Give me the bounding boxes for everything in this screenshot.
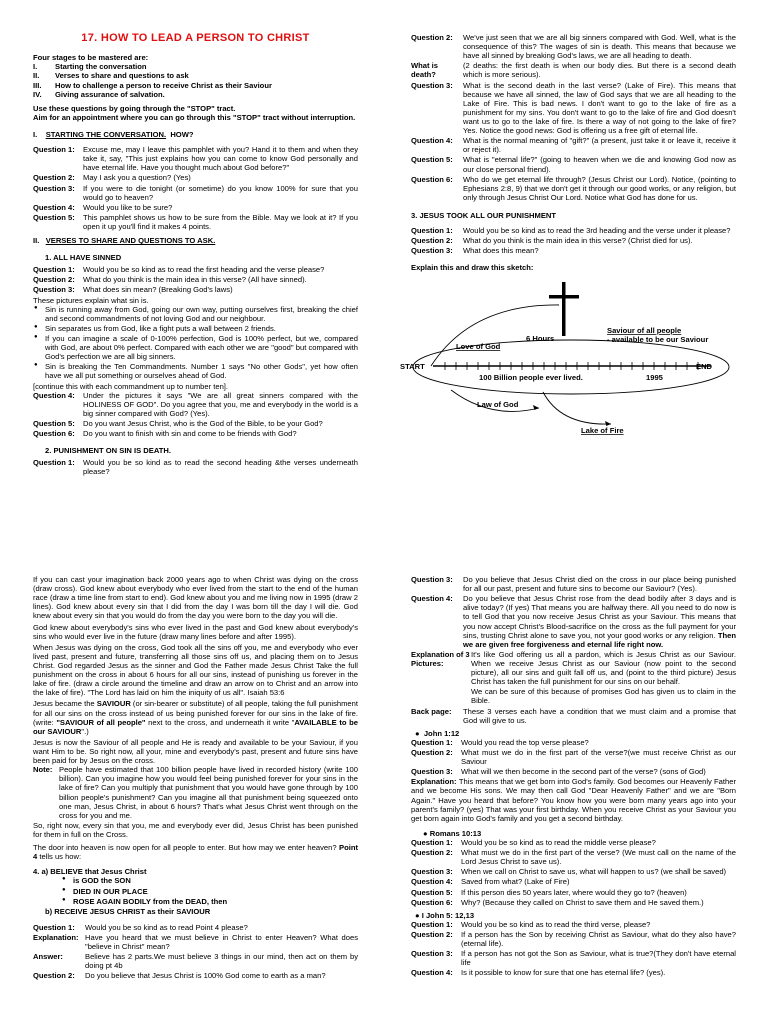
question-label: Question 5: (33, 419, 75, 429)
top-left-column (33, 30, 358, 550)
question-row (33, 419, 358, 428)
stage-number: II. (33, 71, 40, 81)
question-label: Question 3: (411, 80, 453, 90)
bottom-left-questions (33, 923, 358, 981)
stage-item (33, 62, 358, 71)
intro-note-1: Use these questions by going through the "STOP" tract. (33, 103, 236, 113)
question-text: When we call on Christ to save us, what will happen to us? (we shall be saved) (461, 867, 727, 877)
saviour-label-line1: Saviour of all people (607, 325, 682, 335)
law-of-god-label: Law of God (477, 399, 519, 409)
question-label: Question 2: (411, 747, 453, 757)
right-now-paragraph: So, right now, every sin that you, me and everybody ever did, Jesus Christ has been punished for them in full on the Cross. (33, 820, 358, 839)
question-label: Question 4: (411, 594, 453, 604)
question-text: Would you be so kind as to read the middle verse please? (461, 837, 656, 847)
section-1-questions (33, 145, 358, 231)
note-text: People have estimated that 100 billion people have lived in recorded history (write 100 billion). Can you imagine how you would feel being punished forever for your sins in the lake of fire? Can you multiply that punishment that you would have gone through by 100 billion people's punishment? Can you imagine all that punishment being squeezed onto one man, Jesus Christ, in about 6 hours? That's what Jesus Christ went through on the cross for you and me. (59, 765, 358, 820)
question-row (33, 203, 358, 212)
saviour-p-post: ".) (81, 726, 89, 736)
question-label: Question 3: (411, 949, 453, 959)
page-title: 17. HOW TO LEAD A PERSON TO CHRIST (81, 32, 310, 44)
question-row (33, 184, 358, 202)
stage-item (33, 71, 358, 80)
question-row (411, 949, 736, 967)
question-label: Answer: (33, 952, 63, 962)
section-1-number: I. (33, 129, 38, 139)
question-label: Question 1: (411, 737, 453, 747)
lake-of-fire-arrow (543, 392, 611, 424)
question-text: Would you be so kind as to read the first heading and the verse please? (83, 265, 325, 275)
question-row (411, 136, 736, 154)
question-label: Question 6: (411, 174, 453, 184)
intro-note-2: Aim for an appointment where you can go through this "STOP" tract without interruption. (33, 112, 356, 122)
question-row (411, 930, 736, 948)
note-row (33, 765, 358, 820)
door-pre: The door into heaven is now open for all people to enter. But how may we enter heaven? (33, 843, 340, 853)
john-heading-text: John 1:12 (423, 728, 460, 738)
question-row (411, 867, 736, 876)
question-label: Question 3: (33, 183, 75, 193)
question-text-wrap (463, 594, 736, 649)
question-text: If a person has not got the Son as Saviour, what is true?(They don't have eternal life (461, 949, 736, 968)
stage-text: Starting the conversation (55, 62, 147, 72)
cross-horizontal (549, 295, 579, 299)
question-text-wrap (463, 575, 736, 593)
question-row (411, 968, 736, 977)
ijohn-questions (411, 920, 736, 978)
body-paragraph: God knew about everybody's sins who ever lived in the past and God knew about everybody's sins who would ever live in the future (draw many lines before and after 1995). (33, 622, 358, 641)
john-explanation-label: Explanation: (411, 777, 457, 787)
question-row (411, 877, 736, 886)
question-text: What do you think is the main idea in this verse? (All have sinned). (83, 275, 307, 285)
question-text: Would you be so kind as to read the 3rd heading and the verse under it please? (463, 226, 731, 236)
question-label: Question 2: (411, 929, 453, 939)
question-text: May I ask you a question? (Yes) (83, 173, 191, 183)
question-text: Under the pictures it says "We are all great sinners compared with the HOLINESS OF GOD". Do you agree that you, me and everybody in the world is a big sinner compared with God? (Yes). (83, 390, 358, 418)
question-row (411, 920, 736, 929)
point-4-item: ● is GOD the SON (61, 876, 358, 885)
sin-bullet-item: ● If you can imagine a scale of 0-100% perfection, God is 100% perfect, but we, compared with God, are about 0% perfect. Compared with each other we are "good" but compared with God's perfection we are all big sinners. (33, 334, 358, 361)
question-label: Question 1: (33, 458, 75, 468)
bullet-icon: ● (415, 728, 420, 738)
stage-number: III. (33, 80, 42, 90)
question-text: What does sin mean? (Breaking God's laws) (83, 285, 233, 295)
stage-item (33, 81, 358, 90)
question-label: Back page: (411, 706, 452, 716)
question-label: Question 1: (33, 265, 75, 275)
saviour-paragraph (33, 699, 358, 735)
question-text: Do you believe that Jesus Christ rose from the dead bodily after 3 days and is alive today? (If yes) That means you are halfway there. All you need to do now is to tell God that you now receive Jesus Christ as your Saviour. This means that you now accept Christ's Blood-sacrifice on the cross as the full payment for your sins, trusting Christ alone to save you, not your good works or any religion. (463, 594, 736, 640)
bottom-right-questions (411, 575, 736, 725)
question-text-wrap (471, 650, 736, 706)
question-row (411, 575, 736, 593)
question-row (33, 275, 358, 284)
question-row (411, 748, 736, 766)
question-text: These 3 verses each have a condition that we must claim and a promise that God will give to us. (463, 706, 736, 725)
question-label: Question 4: (411, 877, 453, 887)
ijohn-heading (415, 911, 736, 920)
question-row (411, 236, 736, 245)
question-text: What is the second death in the last verse? (Lake of Fire). This means that because we have all sinned, the law of God says that we are all heading to the Lake of Fire. This is bad news. I don't want to go to the lake of fire as a punishment for my sins. You don't want to go to the lake of fire and God doesn't want us to go to the lake of fire. Is there a way of not going to the lake of fire? Yes. Notice the good news: God is offering us a free gift of eternal life. (463, 80, 736, 136)
question-row (411, 594, 736, 649)
question-text: If a person has the Son by receiving Christ as Saviour, what do they also have? (eternal life). (461, 929, 736, 949)
sin-bullets (33, 305, 358, 381)
sin-bullet-item: ● Sin is running away from God, going our own way, putting ourselves first, breaking the chief and second commandments of not loving God and our neighbour. (33, 305, 358, 323)
section-1-title: STARTING THE CONVERSATION. (45, 129, 167, 139)
body-paragraph: If you can cast your imagination back 2000 years ago to when Christ was dying on the cross (draw cross). God knew about everybody who ever lived from the start to the end of the human race (draw a time line from start to end). God knew about you and me living now in 1995 (draw 2 lines). God knew about every sin that I did from the day I was born till the day I will die. God knew about every sin that you would do from the day you were born to the day you will die. (33, 575, 358, 621)
question-text: Do you want Jesus Christ, who is the God of the Bible, to be your God? (83, 419, 323, 429)
question-text: Who do we get eternal life through? (Jesus Christ our Lord). Notice, (pointing to Ephesians 2:8, 9) that we don't get it through our good works, or any religion, but only through Jesus Christ Our Lord. Notice what God has done for us. (463, 174, 736, 202)
stage-text: How to challenge a person to receive Christ as their Saviour (55, 80, 272, 90)
question-text: We've just seen that we are all big sinners compared with God. Well, what is the consequence of this? The wages of sin is death. This means that because we have all sinned by breaking God's laws, we are all heading to death. (463, 33, 736, 61)
john-heading (415, 729, 736, 738)
question-text-wrap (463, 707, 736, 725)
door-paragraph (33, 843, 358, 861)
question-text: If this person dies 50 years later, where would they go to? (heaven) (461, 887, 687, 897)
question-row (33, 971, 358, 980)
question-row (411, 848, 736, 866)
sketch-heading: Explain this and draw this sketch: (411, 263, 534, 273)
question-text: Would you be so kind as to read Point 4 please? (85, 922, 248, 932)
point-4-items (61, 876, 358, 905)
question-label: Question 3: (411, 246, 453, 256)
question-row (411, 738, 736, 747)
question-label: Question 2: (33, 173, 75, 183)
saviour-p-mid-1: (or sin-bearer or substitute) of all people, taking the full punishment for all our sins on the cross instead of us being punished forever for our sins in the lake of fire. (write: (33, 699, 358, 727)
question-row (411, 81, 736, 136)
subsection-3-questions (411, 226, 736, 255)
question-text: Would you read the top verse please? (461, 737, 589, 747)
question-row (33, 173, 358, 182)
saviour-p-pre: Jesus became the (33, 699, 97, 709)
top-right-questions (411, 33, 736, 202)
love-of-god-label: Love of God (456, 341, 501, 351)
subsection-2-questions (33, 458, 358, 476)
question-row (33, 933, 358, 951)
question-label: Question 2: (33, 275, 75, 285)
bullet-icon: ● (423, 828, 428, 838)
question-text: Would you be so kind as to read the second heading &the verses underneath please? (83, 458, 358, 477)
cross-vertical (562, 282, 566, 336)
question-label: Question 3: (411, 575, 453, 584)
question-label: Question 1: (411, 226, 453, 236)
question-row (33, 213, 358, 231)
question-text: Excuse me, may I leave this pamphlet with you? Hand it to them and when they take it, say, "This just explains how you can come to know God personally and have eternal life. Have you thought much about God before?" (83, 145, 358, 173)
section-2-number: II. (33, 236, 40, 246)
salvation-sketch (400, 278, 736, 458)
question-text: What do you think is the main idea in this verse? (Christ died for us). (463, 236, 693, 246)
door-post: tells us how: (37, 852, 82, 862)
saviour-p-bold-2: "SAVIOUR of all people" (56, 717, 146, 727)
start-label: START (400, 361, 425, 371)
body-paragraph: When Jesus was dying on the cross, God took all the sins off you, me and everybody who ever lived past, present and future, transferring all those sins off us, and placing them on to Jesus Christ. God regarded Jesus as the sinner and God the Father made Jesus Christ Take the full punishment on the cross in about 6 hours for all our sins, instead of punishing us forever in the lake of fire. (draw a circle around the timeline and draw an arrow on to Christ and an arrow into the lake of fire). "The Lord has laid on him the iniquity of us all". Isaiah 53:6 (33, 642, 358, 698)
question-row (411, 33, 736, 60)
question-label: Question 2: (411, 236, 453, 246)
point-4-item: ● DIED IN OUR PLACE (61, 887, 358, 896)
john-questions (411, 738, 736, 776)
question-row (411, 226, 736, 235)
question-label: Question 4: (33, 202, 75, 212)
point-4-item: ● ROSE AGAIN BODILY from the DEAD, then (61, 897, 358, 906)
stage-number: IV. (33, 89, 42, 99)
top-right-column (400, 33, 736, 553)
question-text: What must we do in the first part of the verse?(we must receive Christ as our Saviour (461, 747, 736, 767)
question-text: What is the normal meaning of "gift?" (a present, just take it or leave it, receive it or reject it). (463, 136, 736, 155)
subsection-1-questions-2 (33, 391, 358, 439)
question-row (33, 285, 358, 294)
billion-label: 100 Billion people ever lived. (479, 372, 583, 382)
bottom-right-column (411, 575, 736, 1024)
section-1-title-suffix: HOW? (170, 129, 194, 139)
question-text: Would you like to be sure? (83, 202, 173, 212)
question-text: This pamphlet shows us how to be sure from the Bible. May we look at it? If you open it up you'll find it makes 4 points. (83, 212, 358, 231)
question-label: Question 6: (411, 897, 453, 907)
question-label: Question 3: (411, 867, 453, 877)
question-row (411, 650, 736, 706)
question-text: Do you want to finish with sin and come to be friends with God? (83, 429, 297, 439)
question-row (33, 265, 358, 274)
question-row (33, 952, 358, 970)
section-2-title: VERSES TO SHARE AND QUESTIONS TO ASK. (45, 236, 216, 246)
question-label: Question 1: (33, 145, 75, 155)
section-2-heading (33, 236, 358, 245)
section-1-heading (33, 130, 358, 139)
question-label: Question 5: (33, 212, 75, 222)
question-text: Saved from what? (Lake of Fire) (461, 877, 570, 887)
note-label: Note: (33, 765, 53, 775)
subsection-3-heading: 3. JESUS TOOK ALL OUR PUNISHMENT (411, 210, 557, 220)
question-row (411, 767, 736, 776)
question-label: Question 1: (33, 922, 75, 932)
question-row (411, 898, 736, 907)
question-row (411, 838, 736, 847)
bullet-icon: ● (415, 910, 420, 920)
question-row (33, 429, 358, 438)
six-hours-label: 6 Hours (526, 333, 555, 343)
john-explanation (411, 777, 736, 823)
question-label: What is death? (411, 61, 439, 80)
bottom-left-column (33, 575, 358, 1024)
question-text: Is it possible to know for sure that one has eternal life? (yes). (461, 968, 666, 978)
question-text: If you were to die tonight (or sometime) do you know 100% for sure that you would go to heaven? (83, 183, 358, 202)
sin-bullet-item: ● Sin separates us from God, like a fight puts a wall between 2 friends. (33, 324, 358, 333)
romans-questions (411, 838, 736, 907)
stages-list (33, 62, 358, 98)
question-label: Question 4: (411, 136, 453, 146)
question-label: Question 5: (411, 155, 453, 165)
question-label: Question 5: (411, 887, 453, 897)
question-row (411, 707, 736, 725)
question-row (411, 175, 736, 202)
saviour-p-bold-1: SAVIOUR (96, 699, 131, 709)
question-text: What is "eternal life?" (going to heaven when we die and knowing God now as our close personal friend). (463, 155, 736, 174)
sin-bullet-item: ● Sin is breaking the Ten Commandments. Number 1 says "No other Gods", yet how often have we all put something or ourselves ahead of God. (33, 362, 358, 380)
question-text: Would you be so kind as to read the third verse, please? (461, 919, 651, 929)
romans-heading (423, 829, 736, 838)
question-row (33, 391, 358, 418)
saviour-p-mid-2: next to the cross, and underneath it write " (145, 717, 295, 727)
door-bold: Point 4 (33, 843, 358, 862)
subsection-1-heading: 1. ALL HAVE SINNED (45, 253, 122, 263)
continue-note: [continue this with each commandment up to number ten]. (33, 381, 229, 391)
pictures-intro: These pictures explain what sin is. (33, 295, 149, 305)
stage-item (33, 90, 358, 99)
question-text: Do you believe that Jesus Christ is 100% God come to earth as a man? (85, 971, 326, 981)
bottom-left-paragraphs (33, 575, 358, 697)
question-label: Question 4: (411, 968, 453, 978)
point-4-line-b: b) RECEIVE JESUS CHRIST as their SAVIOUR (45, 906, 211, 916)
question-text: What does this mean? (463, 246, 539, 256)
john-explanation-text: This means that we get born into God's family. God becomes our Heavenly Father and we become His sons. We may then call God "Dear Heavenly Father" and we are "Born Again." Have you heard that before? You know how you were born many years ago into your parent's family? (yes) That was your first birthday. When you receive Christ as your Saviour you get born again into God's family and you get a second birthday. (411, 777, 736, 823)
question-label: Question 3: (33, 285, 75, 295)
lake-of-fire-label: Lake of Fire (581, 425, 624, 435)
question-text: Have you heard that we must believe in Christ to enter Heaven? What does "believe in Christ" mean? (85, 932, 358, 952)
stage-text: Verses to share and questions to ask (55, 71, 189, 81)
question-row (411, 155, 736, 173)
point-4-line-a: 4. a) BELIEVE that Jesus Christ (33, 867, 147, 877)
question-label: Question 2: (33, 971, 75, 981)
question-text: Believe has 2 parts.We must believe 3 things in our mind, then act on them by doing pt 4b (85, 952, 358, 971)
question-row (33, 458, 358, 476)
ijohn-heading-text: I John 5: 12,13 (421, 910, 475, 920)
subsection-2-heading: 2. PUNISHMENT ON SIN IS DEATH. (45, 446, 172, 456)
question-label: Question 2: (411, 33, 453, 42)
question-label: Explanation of 3 Pictures: (411, 649, 470, 668)
question-text: (2 deaths: the first death is when our body dies. But there is a second death which is more serious). (463, 61, 736, 80)
available-paragraph: Jesus is now the Saviour of all people and He is ready and available to be your Saviour, if you want Him to be. So right now, all your, mine and everybody's past, present and future sins have been paid for by Jesus on the cross. (33, 737, 358, 766)
question-row (411, 888, 736, 897)
question-extra: We can be sure of this because of promises God has given us to claim in the Bible. (471, 687, 736, 706)
end-label: END (696, 361, 713, 371)
question-row (33, 145, 358, 172)
question-label: Question 1: (411, 837, 453, 847)
question-label: Question 6: (33, 429, 75, 439)
question-row (411, 246, 736, 255)
question-label: Question 4: (33, 390, 75, 400)
stage-number: I. (33, 62, 38, 72)
question-bold-tail: Then we are given free forgiveness and eternal life right now. (463, 630, 736, 649)
subsection-1-questions (33, 265, 358, 294)
question-text: Do you believe that Jesus Christ died on the cross in our place being punished for all our past, present and future sins to become our Saviour? (Yes). (463, 575, 736, 594)
question-label: Question 2: (411, 848, 453, 858)
romans-heading-text: Romans 10:13 (429, 828, 482, 838)
intro-heading: Four stages to be mastered are: (33, 53, 149, 63)
question-text: It's like God offering us all a pardon, which is Jesus Christ as our Saviour. When we receive Jesus Christ as our Saviour (now point to the second picture), all our sins and guilt fall off us, and (point to the third picture) Jesus Christ has taken the full punishment for our sins on our behalf. (471, 649, 736, 687)
question-label: Question 1: (411, 919, 453, 929)
question-text: Why? (Because they called on Christ to save them and He saved them.) (461, 897, 704, 907)
question-text: What must we do in the first part of the verse? (We must call on the name of the Lord Jesus Christ to save us). (461, 848, 736, 867)
question-row (33, 923, 358, 932)
saviour-p-bold-3: AVAILABLE to be our SAVIOUR (33, 717, 359, 736)
year-label: 1995 (646, 372, 663, 382)
question-text: What will we then become in the second part of the verse? (sons of God) (461, 767, 706, 777)
question-label: Explanation: (33, 932, 79, 942)
question-label: Question 3: (411, 767, 453, 777)
stage-text: Giving assurance of salvation. (55, 89, 165, 99)
question-row (411, 61, 736, 79)
saviour-label-line2: - available to be our Saviour (607, 334, 709, 344)
